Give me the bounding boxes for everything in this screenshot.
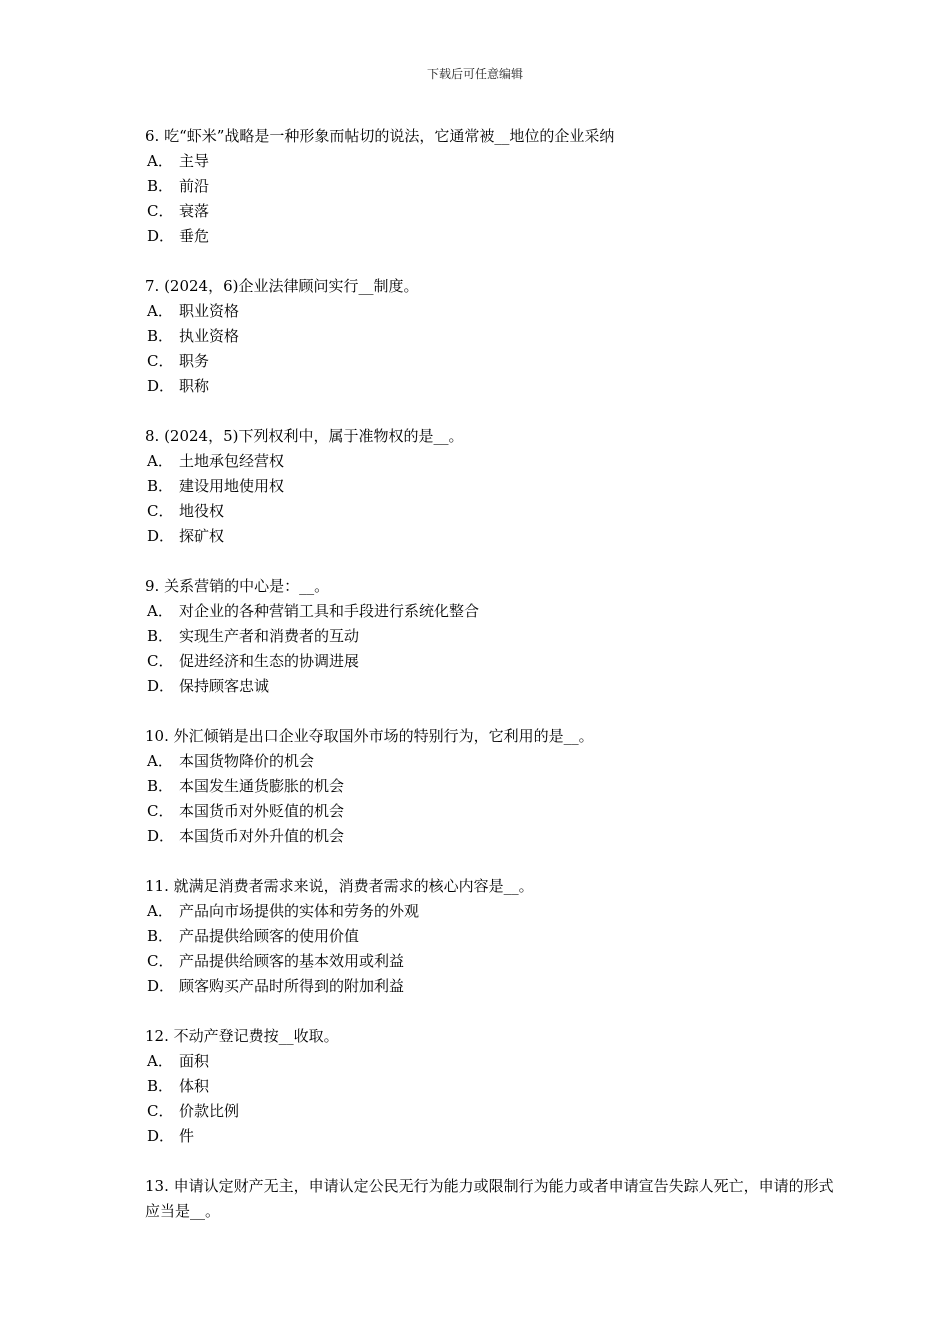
option-letter: D． — [147, 1127, 175, 1145]
option-letter: D． — [147, 977, 175, 995]
option-text: 产品提供给顾客的基本效用或利益 — [179, 952, 405, 970]
option-b — [145, 174, 835, 199]
option-b — [145, 774, 835, 799]
option-letter: C． — [147, 802, 174, 820]
option-text: 探矿权 — [179, 527, 225, 545]
option-text: 建设用地使用权 — [179, 477, 285, 495]
option-d — [145, 974, 835, 999]
option-c — [145, 499, 835, 524]
option-text: 价款比例 — [179, 1102, 240, 1120]
question-stem: 11. 就满足消费者需求来说，消费者需求的核心内容是__。 — [145, 877, 534, 895]
option-letter: C． — [147, 952, 174, 970]
question-stem: 6. 吃“虾米”战略是一种形象而帖切的说法，它通常被__地位的企业采纳 — [145, 127, 615, 145]
option-text: 职务 — [179, 352, 210, 370]
option-text: 体积 — [179, 1077, 210, 1095]
option-text: 保持顾客忠诚 — [179, 677, 270, 695]
option-c — [145, 799, 835, 824]
option-letter: C． — [147, 502, 174, 520]
option-letter: D． — [147, 377, 175, 395]
question-stem: 7. (2024，6)企业法律顾问实行__制度。 — [145, 277, 419, 295]
option-letter: A． — [147, 752, 173, 770]
option-letter: B． — [147, 927, 174, 945]
option-letter: D． — [147, 677, 175, 695]
option-text: 实现生产者和消费者的互动 — [179, 627, 360, 645]
question-8 — [145, 424, 835, 549]
option-text: 产品向市场提供的实体和劳务的外观 — [179, 902, 420, 920]
option-b — [145, 1074, 835, 1099]
option-letter: B． — [147, 627, 174, 645]
question-list — [145, 124, 835, 1249]
option-text: 本国货币对外升值的机会 — [179, 827, 345, 845]
option-c — [145, 949, 835, 974]
option-text: 土地承包经营权 — [179, 452, 285, 470]
question-12 — [145, 1024, 835, 1149]
option-text: 衰落 — [179, 202, 210, 220]
option-letter: B． — [147, 327, 174, 345]
option-letter: D． — [147, 227, 175, 245]
question-9 — [145, 574, 835, 699]
option-text: 本国货币对外贬值的机会 — [179, 802, 345, 820]
option-text: 职称 — [179, 377, 210, 395]
option-a — [145, 149, 835, 174]
option-letter: C． — [147, 652, 174, 670]
option-text: 顾客购买产品时所得到的附加利益 — [179, 977, 405, 995]
option-a — [145, 899, 835, 924]
question-7 — [145, 274, 835, 399]
option-text: 职业资格 — [179, 302, 240, 320]
option-a — [145, 299, 835, 324]
option-text: 主导 — [179, 152, 210, 170]
option-letter: C． — [147, 352, 174, 370]
option-d — [145, 1124, 835, 1149]
option-d — [145, 824, 835, 849]
option-letter: C． — [147, 1102, 174, 1120]
option-text: 地役权 — [179, 502, 225, 520]
option-text: 件 — [179, 1127, 195, 1145]
option-letter: D． — [147, 527, 175, 545]
option-letter: B． — [147, 1077, 174, 1095]
option-text: 产品提供给顾客的使用价值 — [179, 927, 360, 945]
option-a — [145, 599, 835, 624]
option-text: 促进经济和生态的协调进展 — [179, 652, 360, 670]
option-letter: A． — [147, 302, 173, 320]
option-d — [145, 524, 835, 549]
option-text: 垂危 — [179, 227, 210, 245]
option-c — [145, 349, 835, 374]
option-letter: A． — [147, 602, 173, 620]
option-letter: A． — [147, 152, 173, 170]
question-stem: 8. (2024，5)下列权利中，属于准物权的是__。 — [145, 427, 464, 445]
option-c — [145, 199, 835, 224]
option-text: 本国货物降价的机会 — [179, 752, 315, 770]
option-letter: A． — [147, 452, 173, 470]
option-b — [145, 624, 835, 649]
option-letter: A． — [147, 902, 173, 920]
option-text: 面积 — [179, 1052, 210, 1070]
page-header: 下载后可任意编辑 — [426, 67, 523, 81]
option-text: 本国发生通货膨胀的机会 — [179, 777, 345, 795]
question-stem: 13. 申请认定财产无主，申请认定公民无行为能力或限制行为能力或者申请宣告失踪人死亡，申请的形式应当是__。 — [145, 1177, 834, 1220]
option-letter: B． — [147, 477, 174, 495]
option-d — [145, 374, 835, 399]
question-13 — [145, 1174, 835, 1224]
option-b — [145, 924, 835, 949]
option-text: 对企业的各种营销工具和手段进行系统化整合 — [179, 602, 480, 620]
option-b — [145, 474, 835, 499]
option-text: 执业资格 — [179, 327, 240, 345]
question-10 — [145, 724, 835, 849]
option-c — [145, 1099, 835, 1124]
option-a — [145, 1049, 835, 1074]
option-text: 前沿 — [179, 177, 210, 195]
option-c — [145, 649, 835, 674]
option-letter: B． — [147, 777, 174, 795]
question-stem: 12. 不动产登记费按__收取。 — [145, 1027, 339, 1045]
option-d — [145, 674, 835, 699]
option-d — [145, 224, 835, 249]
option-letter: D． — [147, 827, 175, 845]
question-11 — [145, 874, 835, 999]
question-stem: 9. 关系营销的中心是：__。 — [145, 577, 330, 595]
question-6 — [145, 124, 835, 249]
question-stem: 10. 外汇倾销是出口企业夺取国外市场的特别行为，它利用的是__。 — [145, 727, 594, 745]
option-b — [145, 324, 835, 349]
option-letter: B． — [147, 177, 174, 195]
option-a — [145, 749, 835, 774]
option-a — [145, 449, 835, 474]
option-letter: A． — [147, 1052, 173, 1070]
option-letter: C． — [147, 202, 174, 220]
